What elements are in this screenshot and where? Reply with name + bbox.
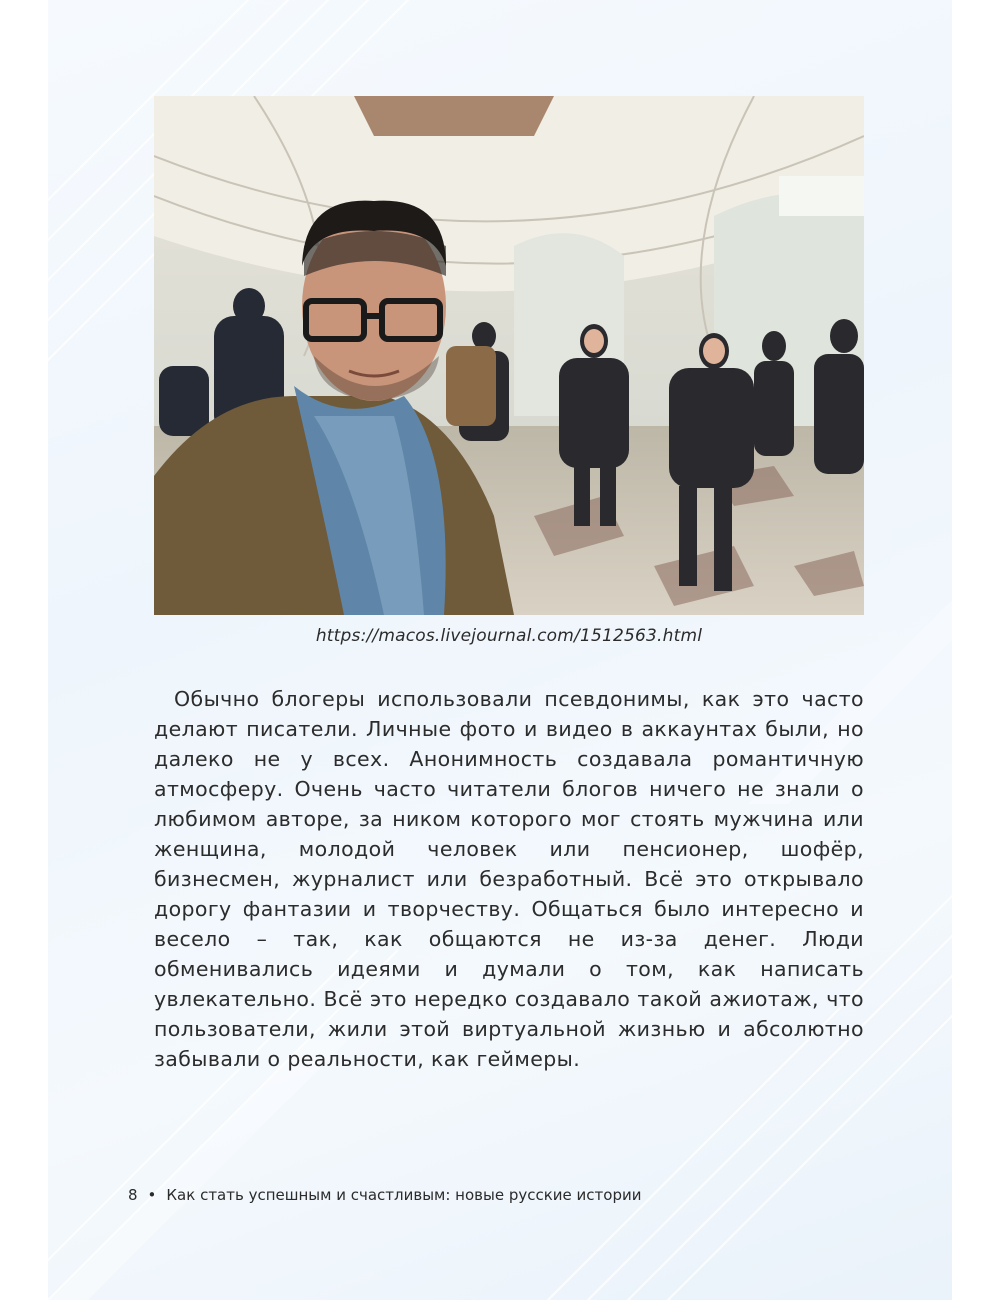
book-title: Как стать успешным и счастливым: новые русские истории bbox=[166, 1186, 642, 1204]
selfie-photo bbox=[154, 96, 864, 615]
photo-caption: https://macos.livejournal.com/1512563.html bbox=[315, 626, 703, 646]
footer-separator: • bbox=[147, 1186, 157, 1204]
body-paragraph: Обычно блогеры использовали псевдонимы, как это часто делают писатели. Личные фото и видео в аккаунтах были, но далеко не у всех. Анонимность создавала романтичную атмосферу. Очень часто читатели блогов ничего не знали о любимом авторе, за ником которого мог стоять мужчина или женщина, молодой человек или пенсионер, шофёр, бизнесмен, журналист или безработный. Всё это открывало дорогу фантазии и творчеству. Общаться было интересно и весело – так, как общаются не из-за денег. Люди обменивались идеями и думали о том, как написать увлекательно. Всё это нередко создавало такой ажиотаж, что пользователи, жили этой виртуальной жизнью и абсолютно забывали о реальности, как геймеры. bbox=[154, 687, 864, 1071]
page-footer bbox=[128, 1186, 641, 1204]
book-page bbox=[48, 0, 952, 1300]
page-number: 8 bbox=[128, 1186, 138, 1204]
